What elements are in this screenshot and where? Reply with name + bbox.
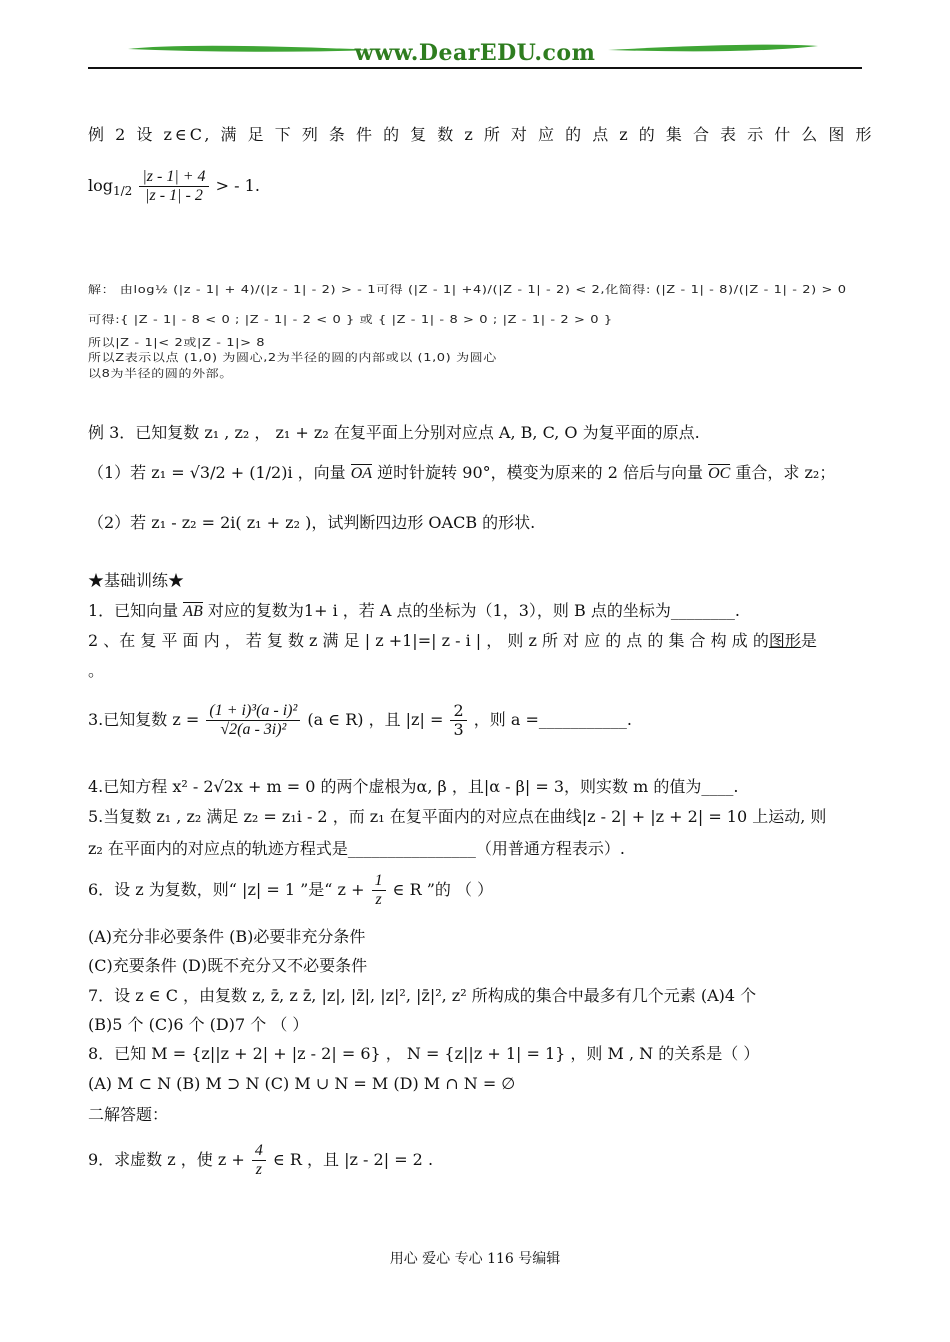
q3-fnum: 2 <box>450 702 466 721</box>
question-3 <box>88 702 632 739</box>
page-header <box>88 30 862 70</box>
header-rule <box>88 67 862 69</box>
solution-line-1: 解： 由log½ (|z - 1| + 4)/(|z - 1| - 2) > - 1可得 (|Z - 1| +4)/(|Z - 1| - 2) < 2,化简得: (|Z - 1| - 8)/(|Z - 1| - 2) > 0 <box>88 284 847 297</box>
q6-options-2: (C)充要条件 (D)既不充分又不必要条件 <box>88 956 368 975</box>
ex3-part1-a: （1）若 z₁ = √3/2 + (1/2)i ，向量 <box>88 463 346 482</box>
q1-a: 1．已知向量 <box>88 601 179 620</box>
q3-fraction <box>206 702 300 739</box>
question-2-end: 。 <box>88 661 105 680</box>
solution-line-2: 可得:{ |Z - 1| - 8 < 0 ; |Z - 1| - 2 < 0 } 或 { |Z - 1| - 8 > 0 ; |Z - 1| - 2 > 0 } <box>88 314 613 327</box>
section-heading: 二解答题： <box>88 1105 169 1124</box>
q3-fraction-2 <box>450 702 466 739</box>
q9-den: z <box>255 1161 262 1178</box>
page-footer: 用心 爱心 专心 116 号编辑 <box>389 1251 561 1267</box>
ex2-rhs: > - 1. <box>215 176 260 195</box>
q3-den: √2(a - 3i)² <box>220 721 287 738</box>
ex2-den: |z - 1| - 2 <box>145 187 203 204</box>
vector-oc: OC <box>708 463 730 485</box>
question-7-a: 7．设 z ∈ C ，由复数 z, z̄, z z̄, |z|, |z̄|, |z|², |z̄|², z² 所构成的集合中最多有几个元素 (A)4 个 <box>88 986 757 1005</box>
ex2-line: 例 2 设 z∈C, 满 足 下 列 条 件 的 复 数 z 所 对 应 的 点 z 的 集 合 表 示 什 么 图 形 <box>88 125 875 144</box>
q6-num: 1 <box>372 872 386 891</box>
question-1 <box>88 600 740 623</box>
ex3-line-3: （2）若 z₁ - z₂ = 2i( z₁ + z₂ )，试判断四边形 OACB 的形状. <box>88 513 536 532</box>
ex2-log-base: 1/2 <box>113 184 133 199</box>
q6-den: z <box>375 891 382 908</box>
q9-num: 4 <box>252 1142 266 1161</box>
ex2-num: |z - 1| + 4 <box>139 168 208 187</box>
q3-fden: 3 <box>453 720 464 739</box>
q3-num: (1 + i)³(a - i)² <box>206 702 300 721</box>
q1-b: 对应的复数为1+ i ，若 A 点的坐标为（1，3），则 B 点的坐标为________. <box>207 601 740 620</box>
training-title: ★基础训练★ <box>88 571 185 590</box>
question-5-a: 5.当复数 z₁ , z₂ 满足 z₂ = z₁i - 2 ，而 z₁ 在复平面内的对应点在曲线|z - 2| + |z + 2| = 10 上运动, 则 <box>88 807 827 826</box>
q9-b: ∈ R ，且 |z - 2| = 2 . <box>272 1150 434 1169</box>
ex2-log: log <box>88 176 113 195</box>
solution-line-3: 所以|Z - 1|< 2或|Z - 1|> 8 <box>88 337 266 350</box>
q3-a: 3.已知复数 z = <box>88 710 200 729</box>
q3-c: ，则 a =___________. <box>473 710 632 729</box>
question-7-b: (B)5 个 (C)6 个 (D)7 个 （ ） <box>88 1015 309 1034</box>
question-5-b: z₂ 在平面内的对应点的轨迹方程式是________________（用普通方程表示）. <box>88 839 626 858</box>
q6-b: ∈ R ”的 （ ） <box>392 880 494 899</box>
q3-b: (a ∈ R) ，且 |z| = <box>307 710 444 729</box>
ex2-inequality <box>88 168 260 205</box>
ex3-line-1: 例 3．已知复数 z₁ , z₂ ， z₁ + z₂ 在复平面上分别对应点 A, B, C, O 为复平面的原点. <box>88 423 700 442</box>
q2-a: 2 、在 复 平 面 内 ， 若 复 数 z 满 足 | z +1|=| z - i | ， 则 z 所 对 应 的 点 的 集 合 构 成 的 <box>88 631 769 650</box>
q9-fraction <box>252 1142 266 1179</box>
q2-underlined: 图形 <box>768 631 801 650</box>
question-9 <box>88 1142 433 1179</box>
right-swoosh-icon <box>608 42 818 56</box>
q2-b: 是 <box>800 631 817 650</box>
question-4: 4.已知方程 x² - 2√2x + m = 0 的两个虚根为α, β ，且|α - β| = 3，则实数 m 的值为____. <box>88 777 739 796</box>
question-6 <box>88 872 493 909</box>
vector-oa: OA <box>351 463 372 485</box>
vector-ab: AB <box>183 601 203 623</box>
ex3-part1-b: 逆时针旋转 90°，模变为原来的 2 倍后与向量 <box>377 463 703 482</box>
site-logo: www.DearEDU.com <box>354 40 596 66</box>
question-8-a: 8．已知 M = {z||z + 2| + |z - 2| = 6} ， N = {z||z + 1| = 1} ，则 M , N 的关系是（ ） <box>88 1044 760 1063</box>
q6-a: 6．设 z 为复数，则“ |z| = 1 ”是“ z + <box>88 880 365 899</box>
solution-line-4: 所以Z表示以点 (1,0) 为圆心,2为半径的圆的内部或以 (1,0) 为圆心 <box>88 352 497 365</box>
question-2 <box>88 630 817 652</box>
ex2-fraction <box>139 168 208 205</box>
q9-a: 9．求虚数 z ，使 z + <box>88 1150 245 1169</box>
q6-fraction <box>372 872 386 909</box>
solution-line-5: 以8为半径的圆的外部。 <box>88 368 233 381</box>
question-8-b: (A) M ⊂ N (B) M ⊃ N (C) M ∪ N = M (D) M ∩ N = ∅ <box>88 1074 516 1093</box>
ex3-line-2 <box>88 462 835 485</box>
q6-options-1: (A)充分非必要条件 (B)必要非充分条件 <box>88 927 366 946</box>
ex3-part1-c: 重合，求 z₂； <box>735 463 836 482</box>
